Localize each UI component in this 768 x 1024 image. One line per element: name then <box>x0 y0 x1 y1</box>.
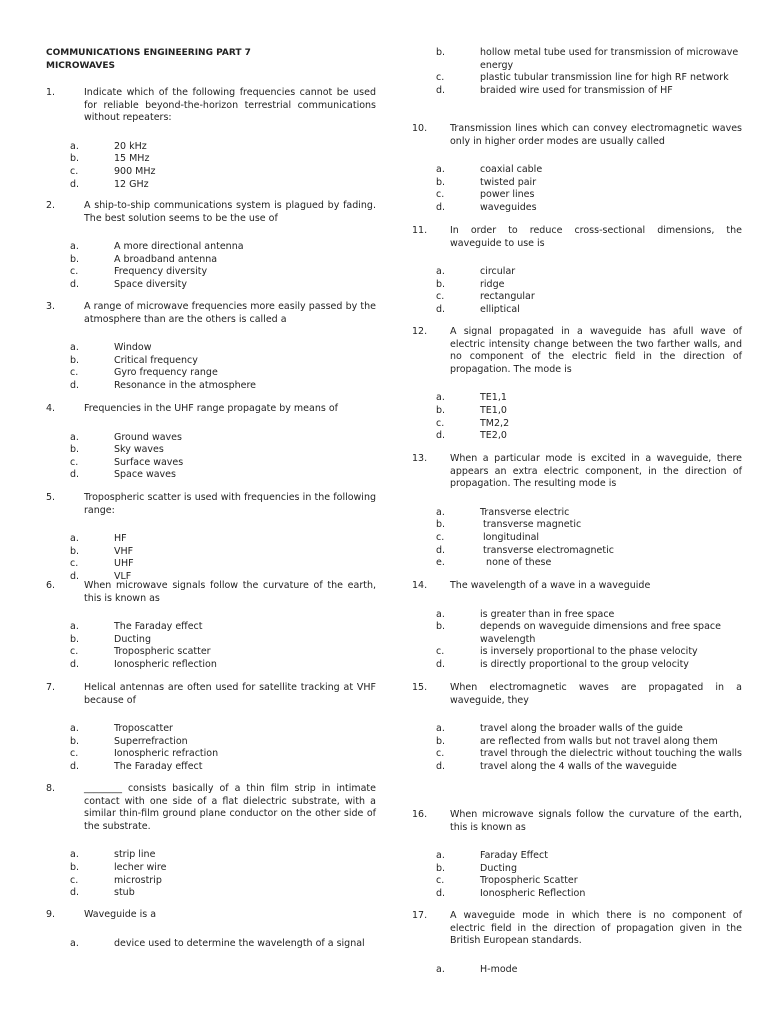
choice-text: none of these <box>480 557 552 569</box>
choice-letter: a. <box>436 723 445 735</box>
choice-text: Transverse electric <box>480 506 570 518</box>
question-row <box>46 403 376 416</box>
choice-item <box>46 444 376 457</box>
choice-item <box>412 507 742 520</box>
choice-text: Tropospheric Scatter <box>480 875 578 887</box>
choice-item <box>412 47 742 72</box>
choice-letter: b. <box>70 545 80 557</box>
question-number: 2. <box>46 200 56 211</box>
question-row <box>46 301 376 326</box>
question-4 <box>46 403 376 482</box>
choice-text: TE1,0 <box>480 404 507 416</box>
choice-text: Ground waves <box>114 431 182 443</box>
choice-item <box>412 748 742 761</box>
choice-item <box>412 430 742 443</box>
choice-letter: d. <box>70 570 80 582</box>
choice-text: Superrefraction <box>114 735 188 747</box>
question-9 <box>46 909 376 950</box>
choice-letter: d. <box>70 469 80 481</box>
choice-text: strip line <box>114 849 156 861</box>
choice-text: longitudinal <box>480 531 540 543</box>
choice-letter: d. <box>436 84 446 96</box>
choice-list <box>412 392 742 442</box>
question-8 <box>46 783 376 900</box>
choice-letter: e. <box>436 557 445 569</box>
choice-text: VLF <box>114 570 132 582</box>
question-text: The wavelength of a wave in a waveguide <box>450 580 651 591</box>
question-row <box>46 682 376 707</box>
question-1 <box>46 87 376 191</box>
choice-letter: b. <box>436 176 446 188</box>
choice-text: UHF <box>114 558 134 570</box>
choice-text: 15 MHz <box>114 153 150 165</box>
choice-item <box>412 659 742 672</box>
choice-item <box>412 621 742 646</box>
choice-letter: d. <box>70 379 80 391</box>
choice-letter: a. <box>70 937 79 949</box>
choice-letter: c. <box>436 646 445 658</box>
choice-item <box>46 432 376 445</box>
choice-list <box>46 342 376 392</box>
choice-letter: d. <box>70 760 80 772</box>
choice-item <box>412 266 742 279</box>
question-5 <box>46 492 376 584</box>
choice-text: Space waves <box>114 469 176 481</box>
choice-text: 20 kHz <box>114 140 147 152</box>
choice-item <box>412 279 742 292</box>
choice-text: is inversely proportional to the phase velocity <box>480 646 698 658</box>
choice-item <box>46 723 376 736</box>
choice-text: Space diversity <box>114 278 187 290</box>
choice-letter: c. <box>436 875 445 887</box>
choice-letter: b. <box>70 444 80 456</box>
question-text: A waveguide mode in which there is no component of electric field in the direction of propagation given in the British European standards. <box>450 910 742 947</box>
question-number: 15. <box>412 682 428 693</box>
choice-item <box>412 177 742 190</box>
choice-item <box>412 723 742 736</box>
choice-letter: b. <box>70 735 80 747</box>
choice-letter: a. <box>70 241 79 253</box>
choice-text: power lines <box>480 189 535 201</box>
choice-item <box>46 887 376 900</box>
question-15 <box>412 682 742 774</box>
choice-text: Troposcatter <box>114 723 173 735</box>
choice-letter: a. <box>436 850 445 862</box>
choice-letter: c. <box>70 456 79 468</box>
choice-text: depends on waveguide dimensions and free space wavelength <box>480 621 724 645</box>
question-text: A range of microwave frequencies more easily passed by the atmosphere than are the others is called a <box>84 301 376 325</box>
choice-item <box>46 367 376 380</box>
choice-letter: a. <box>436 164 445 176</box>
choice-letter: c. <box>70 646 79 658</box>
question-12 <box>412 326 742 443</box>
question-14 <box>412 580 742 672</box>
choice-item <box>412 519 742 532</box>
choice-letter: d. <box>436 430 446 442</box>
choice-list <box>412 609 742 672</box>
choice-item <box>46 279 376 292</box>
question-row <box>46 87 376 125</box>
choice-text: waveguides <box>480 201 537 213</box>
question-row <box>412 225 742 250</box>
choice-letter: a. <box>70 849 79 861</box>
question-row <box>412 123 742 148</box>
choice-list <box>46 938 376 951</box>
question-row <box>412 910 742 948</box>
question-number: 11. <box>412 225 428 236</box>
choice-item <box>46 380 376 393</box>
question-text: When microwave signals follow the curvature of the earth, this is known as <box>450 809 742 833</box>
choice-list <box>46 432 376 482</box>
choice-text: stub <box>114 887 135 899</box>
question-row <box>412 326 742 376</box>
choice-item <box>46 938 376 951</box>
choice-list <box>46 849 376 899</box>
choice-text: Ducting <box>114 633 151 645</box>
question-row <box>46 492 376 517</box>
choice-text: Ionospheric refraction <box>114 748 219 760</box>
choice-text: travel through the dielectric without touching the walls <box>480 748 742 760</box>
choice-letter: c. <box>70 874 79 886</box>
choice-letter: a. <box>436 266 445 278</box>
choice-text: Frequency diversity <box>114 266 208 278</box>
question-number: 16. <box>412 809 428 820</box>
choice-item <box>412 888 742 901</box>
choice-letter: a. <box>70 533 79 545</box>
choice-item <box>412 646 742 659</box>
choice-text: Ionospheric Reflection <box>480 887 586 899</box>
choice-item <box>46 659 376 672</box>
choice-text: Surface waves <box>114 456 184 468</box>
choice-letter: a. <box>70 431 79 443</box>
question-7 <box>46 682 376 774</box>
choice-letter: b. <box>436 404 446 416</box>
choice-item <box>412 609 742 622</box>
document-header <box>46 47 251 73</box>
choice-letter: d. <box>436 658 446 670</box>
choice-text: Tropospheric scatter <box>114 646 211 658</box>
choice-letter: d. <box>436 887 446 899</box>
choice-list <box>46 723 376 773</box>
choice-item <box>46 748 376 761</box>
choice-list <box>46 241 376 291</box>
choice-letter: d. <box>70 887 80 899</box>
choice-text: are reflected from walls but not travel along them <box>480 735 718 747</box>
choice-letter: c. <box>70 748 79 760</box>
choice-text: Critical frequency <box>114 354 198 366</box>
choice-item <box>412 405 742 418</box>
choice-text: Faraday Effect <box>480 850 548 862</box>
choice-text: Resonance in the atmosphere <box>114 379 257 391</box>
choice-letter: a. <box>70 342 79 354</box>
choice-item <box>46 646 376 659</box>
choice-letter: c. <box>436 417 445 429</box>
choice-text: HF <box>114 533 127 545</box>
choice-text: transverse electromagnetic <box>480 544 614 556</box>
choice-text: Gyro frequency range <box>114 367 218 379</box>
choice-item <box>46 469 376 482</box>
choice-item <box>46 558 376 571</box>
choice-letter: a. <box>70 621 79 633</box>
question-number: 3. <box>46 301 56 312</box>
choice-text: 900 MHz <box>114 165 156 177</box>
choice-item <box>412 736 742 749</box>
choice-item <box>412 557 742 570</box>
choice-item <box>412 761 742 774</box>
choice-letter: d. <box>70 278 80 290</box>
question-cont <box>412 47 742 97</box>
choice-item <box>46 634 376 647</box>
choice-item <box>412 964 742 977</box>
choice-text: is greater than in free space <box>480 608 615 620</box>
choice-letter: b. <box>70 633 80 645</box>
choice-item <box>412 850 742 863</box>
choice-letter: a. <box>70 723 79 735</box>
choice-text: is directly proportional to the group velocity <box>480 658 689 670</box>
choice-letter: c. <box>70 558 79 570</box>
choice-item <box>46 241 376 254</box>
choice-text: transverse magnetic <box>480 519 582 531</box>
choice-letter: b. <box>70 861 80 873</box>
choice-item <box>412 532 742 545</box>
question-number: 13. <box>412 453 428 464</box>
question-number: 7. <box>46 682 56 693</box>
choice-item <box>46 546 376 559</box>
choice-letter: d. <box>436 303 446 315</box>
choice-list <box>412 266 742 316</box>
choice-letter: b. <box>436 735 446 747</box>
question-text: ________ consists basically of a thin film strip in intimate contact with one side of a flat dielectric substrate, with a similar thin-film ground plane conductor on the other side of the substrate. <box>84 783 376 832</box>
choice-item <box>46 736 376 749</box>
choice-item <box>412 164 742 177</box>
choice-letter: c. <box>70 367 79 379</box>
question-row <box>412 809 742 834</box>
question-text: Tropospheric scatter is used with frequencies in the following range: <box>84 492 376 516</box>
choice-list <box>412 850 742 900</box>
choice-letter: c. <box>436 189 445 201</box>
choice-letter: b. <box>436 621 446 633</box>
choice-letter: c. <box>70 266 79 278</box>
choice-text: A broadband antenna <box>114 253 218 265</box>
question-2 <box>46 200 376 292</box>
choice-text: coaxial cable <box>480 164 543 176</box>
choice-item <box>46 179 376 192</box>
choice-item <box>46 875 376 888</box>
choice-list <box>412 507 742 570</box>
choice-text: The Faraday effect <box>114 760 203 772</box>
question-text: When electromagnetic waves are propagated in a waveguide, they <box>450 682 742 706</box>
choice-text: travel along the broader walls of the guide <box>480 723 683 735</box>
choice-letter: c. <box>436 531 445 543</box>
question-number: 6. <box>46 580 56 591</box>
question-number: 10. <box>412 123 428 134</box>
document-subtitle: MICROWAVES <box>46 61 115 71</box>
choice-letter: a. <box>436 506 445 518</box>
question-number: 5. <box>46 492 56 503</box>
choice-text: travel along the 4 walls of the waveguide <box>480 760 677 772</box>
choice-item <box>412 72 742 85</box>
choice-letter: a. <box>436 392 445 404</box>
choice-item <box>412 85 742 98</box>
choice-letter: b. <box>70 253 80 265</box>
choice-list <box>412 964 742 977</box>
choice-text: device used to determine the wavelength of a signal <box>114 937 365 949</box>
choice-item <box>412 875 742 888</box>
choice-list <box>46 141 376 191</box>
choice-text: Window <box>114 342 152 354</box>
choice-letter: b. <box>70 354 80 366</box>
choice-letter: b. <box>436 47 446 58</box>
question-text: Helical antennas are often used for satellite tracking at VHF because of <box>84 682 376 706</box>
choice-text: plastic tubular transmission line for high RF network <box>480 72 729 84</box>
choice-item <box>412 304 742 317</box>
question-11 <box>412 225 742 317</box>
choice-text: 12 GHz <box>114 178 149 190</box>
choice-letter: d. <box>70 178 80 190</box>
question-row <box>46 580 376 605</box>
question-number: 4. <box>46 403 56 414</box>
question-text: When a particular mode is excited in a waveguide, there appears an extra electric component, in the direction of propagation. The resulting mode is <box>450 453 742 490</box>
choice-item <box>46 457 376 470</box>
question-row <box>412 580 742 593</box>
question-text: In order to reduce cross-sectional dimensions, the waveguide to use is <box>450 225 742 249</box>
question-row <box>46 783 376 833</box>
choice-text: microstrip <box>114 874 162 886</box>
choice-item <box>412 291 742 304</box>
choice-letter: b. <box>436 862 446 874</box>
choice-item <box>46 141 376 154</box>
choice-letter: c. <box>70 165 79 177</box>
question-13 <box>412 453 742 570</box>
question-17 <box>412 910 742 976</box>
question-number: 12. <box>412 326 428 337</box>
choice-letter: a. <box>70 140 79 152</box>
choice-letter: c. <box>436 291 445 303</box>
choice-text: lecher wire <box>114 861 167 873</box>
question-text: Frequencies in the UHF range propagate by means of <box>84 403 338 414</box>
choice-letter: d. <box>436 544 446 556</box>
question-3 <box>46 301 376 393</box>
choice-item <box>412 392 742 405</box>
question-number: 14. <box>412 580 428 591</box>
choice-item <box>412 202 742 215</box>
choice-text: circular <box>480 266 516 278</box>
choice-text: elliptical <box>480 303 520 315</box>
choice-item <box>46 266 376 279</box>
choice-text: VHF <box>114 545 134 557</box>
choice-item <box>46 533 376 546</box>
choice-letter: c. <box>436 72 445 84</box>
choice-letter: d. <box>70 658 80 670</box>
choice-item <box>412 418 742 431</box>
choice-item <box>46 153 376 166</box>
choice-item <box>412 545 742 558</box>
choice-letter: a. <box>436 608 445 620</box>
choice-item <box>412 189 742 202</box>
choice-letter: b. <box>436 519 446 531</box>
choice-text: rectangular <box>480 291 535 303</box>
choice-letter: c. <box>436 748 445 760</box>
question-row <box>412 682 742 707</box>
choice-letter: d. <box>436 760 446 772</box>
question-text: A ship-to-ship communications system is plagued by fading. The best solution seems to be the use of <box>84 200 376 224</box>
choice-letter: d. <box>436 201 446 213</box>
choice-item <box>46 761 376 774</box>
question-6 <box>46 580 376 672</box>
choice-text: braided wire used for transmission of HF <box>480 84 673 96</box>
choice-item <box>46 849 376 862</box>
choice-text: ridge <box>480 278 505 290</box>
choice-text: Ionospheric reflection <box>114 658 217 670</box>
choice-text: twisted pair <box>480 176 537 188</box>
choice-item <box>46 254 376 267</box>
choice-list <box>46 533 376 583</box>
choice-text: TE2,0 <box>480 430 507 442</box>
choice-text: Ducting <box>480 862 517 874</box>
question-text: When microwave signals follow the curvature of the earth, this is known as <box>84 580 376 604</box>
choice-text: A more directional antenna <box>114 241 244 253</box>
choice-letter: b. <box>436 278 446 290</box>
choice-item <box>46 342 376 355</box>
question-number: 17. <box>412 910 428 921</box>
choice-item <box>46 621 376 634</box>
choice-item <box>46 166 376 179</box>
choice-letter: a. <box>436 963 445 975</box>
question-number: 1. <box>46 87 56 98</box>
choice-list <box>412 47 742 97</box>
choice-letter: b. <box>70 153 80 165</box>
question-text: Waveguide is a <box>84 909 157 920</box>
document-title: COMMUNICATIONS ENGINEERING PART 7 <box>46 48 251 58</box>
choice-list <box>46 621 376 671</box>
choice-list <box>412 164 742 214</box>
choice-text: Sky waves <box>114 444 164 456</box>
question-text: Indicate which of the following frequencies cannot be used for reliable beyond-the-horizon terrestrial communications without repeaters: <box>84 87 376 124</box>
question-number: 9. <box>46 909 56 920</box>
question-row <box>46 909 376 922</box>
choice-text: TE1,1 <box>480 392 507 404</box>
choice-item <box>412 863 742 876</box>
question-10 <box>412 123 742 215</box>
question-number: 8. <box>46 783 56 794</box>
choice-item <box>46 862 376 875</box>
question-text: A signal propagated in a waveguide has afull wave of electric intensity change between the two farther walls, and no component of the electric field in the direction of propagation. The mode is <box>450 326 742 375</box>
question-text: Transmission lines which can convey electromagnetic waves only in higher order modes are usually called <box>450 123 742 147</box>
choice-text: The Faraday effect <box>114 621 203 633</box>
choice-list <box>412 723 742 773</box>
question-16 <box>412 809 742 901</box>
choice-text: TM2,2 <box>480 417 510 429</box>
choice-item <box>46 355 376 368</box>
question-row <box>412 453 742 491</box>
choice-text: H-mode <box>480 963 518 975</box>
choice-text: hollow metal tube used for transmission of microwave energy <box>480 47 742 71</box>
question-row <box>46 200 376 225</box>
